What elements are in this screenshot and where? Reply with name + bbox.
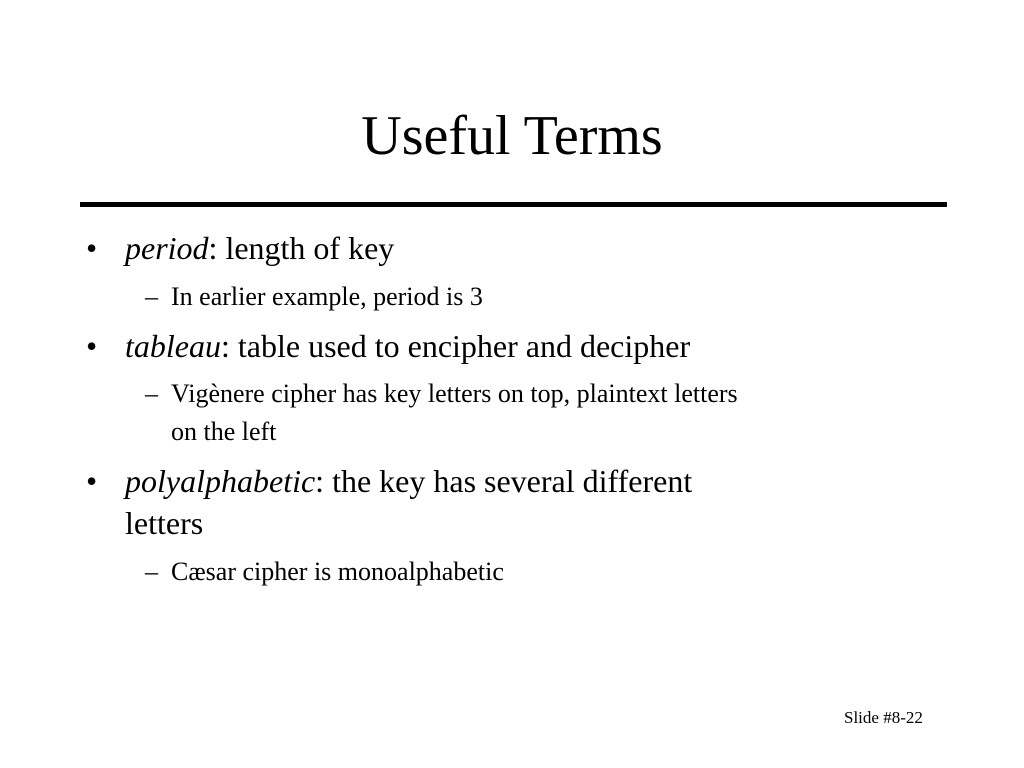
definition-tableau: : table used to encipher and decipher (220, 328, 691, 364)
bullet-marker: • (86, 463, 98, 499)
term-period: period (125, 230, 209, 266)
slide-title: Useful Terms (361, 105, 663, 167)
definition-polyalphabetic: : the key has several different (315, 463, 693, 499)
sub-item-vigenere-line-2: on the left (171, 417, 277, 446)
bullet-period (125, 228, 394, 268)
sub-bullet-marker: – (145, 557, 158, 586)
sub-item-period-example: In earlier example, period is 3 (171, 282, 483, 311)
sub-bullet-marker: – (145, 379, 158, 408)
definition-period: : length of key (208, 230, 395, 266)
sub-item-caesar: Cæsar cipher is monoalphabetic (171, 557, 504, 586)
bullet-marker: • (86, 328, 98, 364)
term-polyalphabetic: polyalphabetic (125, 463, 316, 499)
term-tableau: tableau (125, 328, 221, 364)
definition-polyalphabetic-continued: letters (125, 505, 204, 541)
bullet-tableau (125, 326, 690, 366)
bullet-polyalphabetic (125, 461, 692, 501)
bullet-marker: • (86, 230, 98, 266)
title-divider (80, 202, 947, 207)
sub-bullet-marker: – (145, 282, 158, 311)
slide-number: Slide #8-22 (844, 708, 923, 727)
sub-item-vigenere-line-1: Vigènere cipher has key letters on top, plaintext letters (171, 379, 738, 408)
